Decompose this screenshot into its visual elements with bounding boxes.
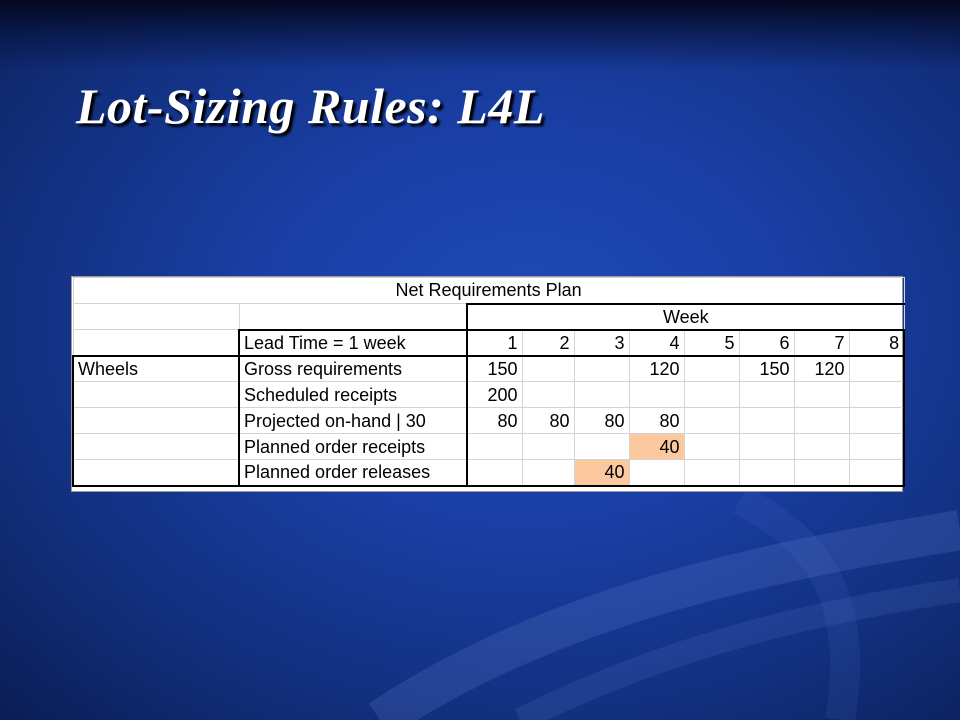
- week-number-8: 8: [849, 330, 904, 356]
- table-cell: 150: [739, 356, 794, 382]
- week-header: Week: [467, 304, 904, 330]
- table-cell: [849, 356, 904, 382]
- net-requirements-table-container: [71, 276, 903, 492]
- row-label: Gross requirements: [239, 356, 467, 382]
- blank-cell: [73, 382, 239, 408]
- table-cell: [629, 382, 684, 408]
- week-number-5: 5: [684, 330, 739, 356]
- table-cell: [739, 382, 794, 408]
- highlighted-cell: 40: [629, 434, 684, 460]
- table-cell: [849, 382, 904, 408]
- item-name: Wheels: [73, 356, 239, 382]
- blank-cell: [73, 408, 239, 434]
- blank-cell: [73, 434, 239, 460]
- highlighted-cell: 40: [574, 460, 629, 486]
- table-title: Net Requirements Plan: [73, 278, 904, 304]
- table-cell: 150: [467, 356, 522, 382]
- table-row: [73, 434, 904, 460]
- table-cell: 80: [629, 408, 684, 434]
- table-row: [73, 356, 904, 382]
- table-cell: [574, 356, 629, 382]
- slide-title: Lot-Sizing Rules: L4L: [76, 78, 545, 134]
- table-cell: [794, 434, 849, 460]
- table-cell: [794, 382, 849, 408]
- week-number-3: 3: [574, 330, 629, 356]
- table-cell: [574, 434, 629, 460]
- table-cell: [684, 356, 739, 382]
- table-cell: [739, 460, 794, 486]
- week-number-1: 1: [467, 330, 522, 356]
- week-header-row: [73, 304, 904, 330]
- table-cell: [467, 460, 522, 486]
- week-number-7: 7: [794, 330, 849, 356]
- table-cell: [467, 434, 522, 460]
- row-label: Planned order releases: [239, 460, 467, 486]
- row-label: Projected on-hand | 30: [239, 408, 467, 434]
- row-label: Scheduled receipts: [239, 382, 467, 408]
- blank-cell: [73, 330, 239, 356]
- table-row: [73, 460, 904, 486]
- table-cell: [739, 408, 794, 434]
- table-cell: 80: [522, 408, 574, 434]
- table-cell: [684, 434, 739, 460]
- table-row: [73, 408, 904, 434]
- week-number-6: 6: [739, 330, 794, 356]
- table-cell: 80: [467, 408, 522, 434]
- table-cell: [684, 408, 739, 434]
- net-requirements-table: [72, 277, 905, 487]
- lead-time-label: Lead Time = 1 week: [239, 330, 467, 356]
- table-cell: 120: [794, 356, 849, 382]
- table-cell: [794, 460, 849, 486]
- table-cell: [522, 382, 574, 408]
- table-cell: [794, 408, 849, 434]
- table-cell: [849, 460, 904, 486]
- blank-cell: [73, 460, 239, 486]
- lead-time-row: [73, 330, 904, 356]
- table-cell: 200: [467, 382, 522, 408]
- table-cell: 80: [574, 408, 629, 434]
- blank-cell: [73, 304, 239, 330]
- table-cell: [849, 434, 904, 460]
- table-row: [73, 382, 904, 408]
- table-cell: [684, 382, 739, 408]
- table-cell: [522, 434, 574, 460]
- table-cell: [849, 408, 904, 434]
- table-cell: [522, 460, 574, 486]
- table-cell: [684, 460, 739, 486]
- table-cell: [522, 356, 574, 382]
- table-cell: [574, 382, 629, 408]
- table-cell: [629, 460, 684, 486]
- week-number-2: 2: [522, 330, 574, 356]
- table-cell: [739, 434, 794, 460]
- blank-cell: [239, 304, 467, 330]
- week-number-4: 4: [629, 330, 684, 356]
- table-title-row: [73, 278, 904, 304]
- row-label: Planned order receipts: [239, 434, 467, 460]
- table-cell: 120: [629, 356, 684, 382]
